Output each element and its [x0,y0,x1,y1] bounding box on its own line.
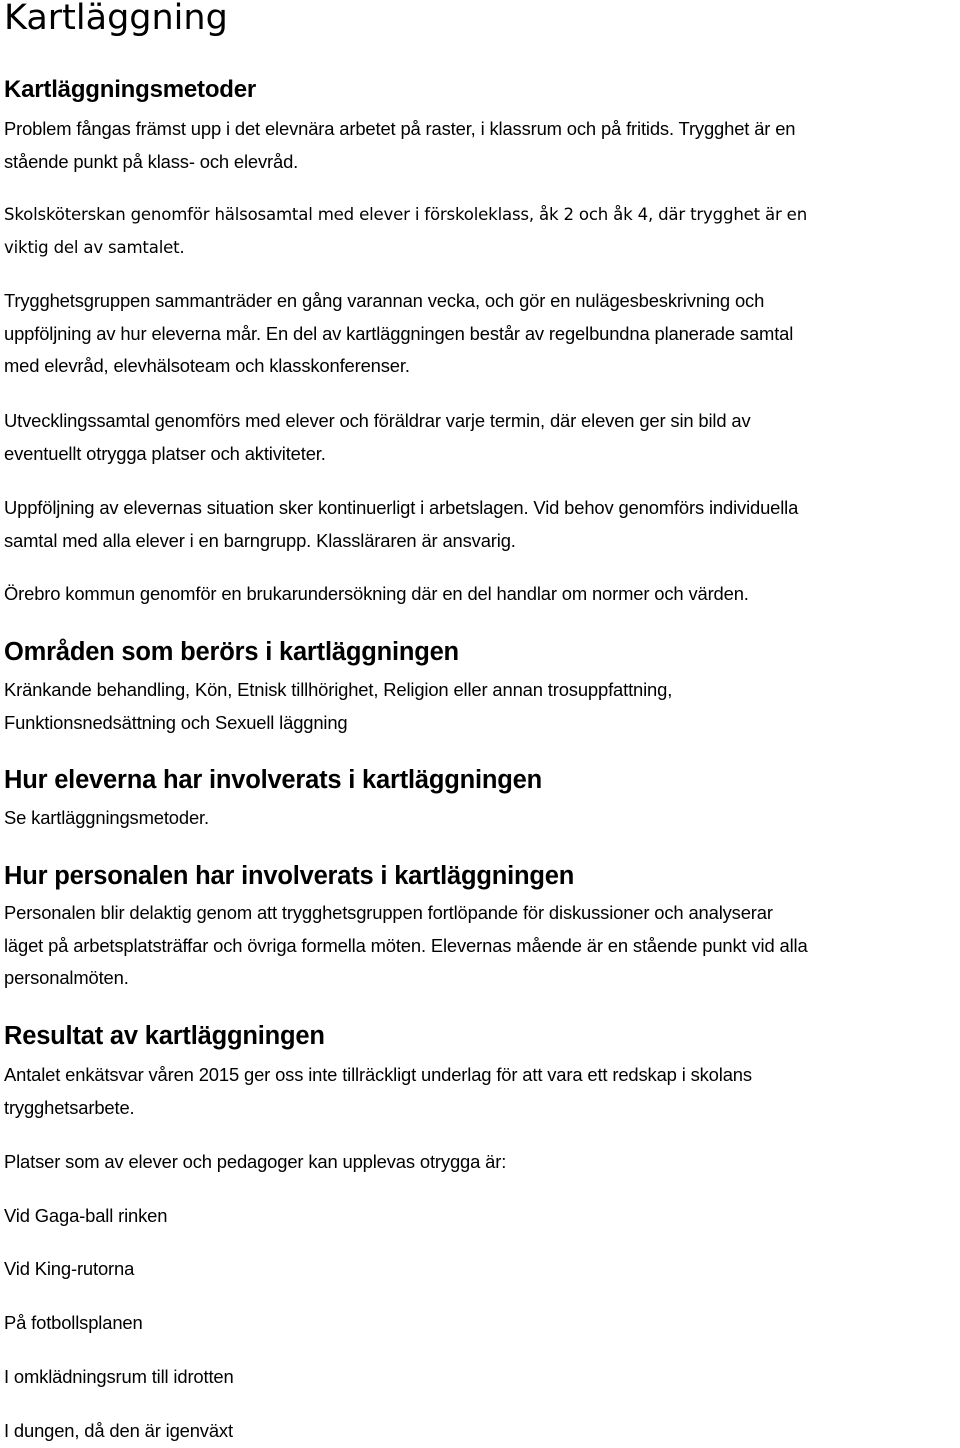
place-item-text: Vid Gaga-ball rinken [4,1205,168,1226]
text-line: Funktionsnedsättning och Sexuell läggning [4,711,348,733]
text-line: stående punkt på klass- och elevråd. [4,150,299,172]
list-item [4,1253,134,1286]
paragraph-problem [4,113,795,178]
paragraph-trygghetsgruppen [4,285,793,383]
paragraph-eleverna [4,802,209,835]
heading-omraden: Områden som berörs i kartläggningen [4,638,459,666]
paragraph-omraden [4,674,672,739]
text-line: Skolsköterskan genomför hälsosamtal med elever i förskoleklass, åk 2 och åk 4, där trygghet är en [4,205,808,224]
text-line: Problem fångas främst upp i det elevnära arbetet på raster, i klassrum och på fritids. Trygghet är en [4,118,796,139]
paragraph-uppfoljning [4,492,798,557]
text-line: personalmöten. [4,967,129,988]
place-item-text: Vid King-rutorna [4,1258,135,1279]
text-line: samtal med alla elever i en barngrupp. Klassläraren är ansvarig. [4,529,516,551]
place-item-text: I omklädningsrum till idrotten [4,1366,234,1387]
heading-kartlaggningsmetoder: Kartläggningsmetoder [4,76,257,103]
text-line: Antalet enkätsvar våren 2015 ger oss inte tillräckligt underlag för att vara ett redskap i skolans [4,1064,752,1085]
text-line: Kränkande behandling, Kön, Etnisk tillhörighet, Religion eller annan trosuppfattning, [4,679,673,700]
text-line: med elevråd, elevhälsoteam och klasskonferenser. [4,355,410,376]
text-line: Uppföljning av elevernas situation sker kontinuerligt i arbetslagen. Vid behov genomförs individuella [4,497,799,518]
list-item [4,1200,167,1233]
page-title: Kartläggning [4,0,228,38]
paragraph-personalen [4,897,808,995]
text-line: uppföljning av hur eleverna mår. En del av kartläggningen består av regelbundna planerade samtal [4,322,794,344]
text-line: läget på arbetsplatsträffar och övriga formella möten. Elevernas mående är en stående punkt vid alla [4,934,808,956]
heading-personalen: Hur personalen har involverats i kartläggningen [4,862,575,890]
text-line: Se kartläggningsmetoder. [4,807,209,828]
place-item-text: I dungen, då den är igenväxt [4,1420,233,1441]
paragraph-resultat [4,1059,752,1124]
text-line: Personalen blir delaktig genom att trygghetsgruppen fortlöpande för diskussioner och analyserar [4,902,773,923]
paragraph-platser-intro [4,1146,506,1179]
paragraph-orebro [4,578,749,611]
heading-resultat: Resultat av kartläggningen [4,1022,325,1050]
list-item [4,1361,234,1394]
text-line: eventuellt otrygga platser och aktiviteter. [4,442,326,464]
list-item [4,1307,143,1340]
text-line: Platser som av elever och pedagoger kan upplevas otrygga är: [4,1151,507,1172]
heading-eleverna: Hur eleverna har involverats i kartläggningen [4,766,543,794]
list-item [4,1415,233,1448]
text-line: viktig del av samtalet. [4,237,185,257]
text-line: Trygghetsgruppen sammanträder en gång varannan vecka, och gör en nulägesbeskrivning och [4,290,765,311]
paragraph-utvecklingssamtal [4,405,751,470]
paragraph-skolskoterskan [4,199,807,264]
text-line: trygghetsarbete. [4,1096,135,1118]
place-item-text: På fotbollsplanen [4,1312,143,1333]
text-line: Utvecklingssamtal genomförs med elever och föräldrar varje termin, där eleven ger sin bild av [4,410,751,431]
text-line: Örebro kommun genomför en brukarundersökning där en del handlar om normer och värden. [4,583,749,604]
